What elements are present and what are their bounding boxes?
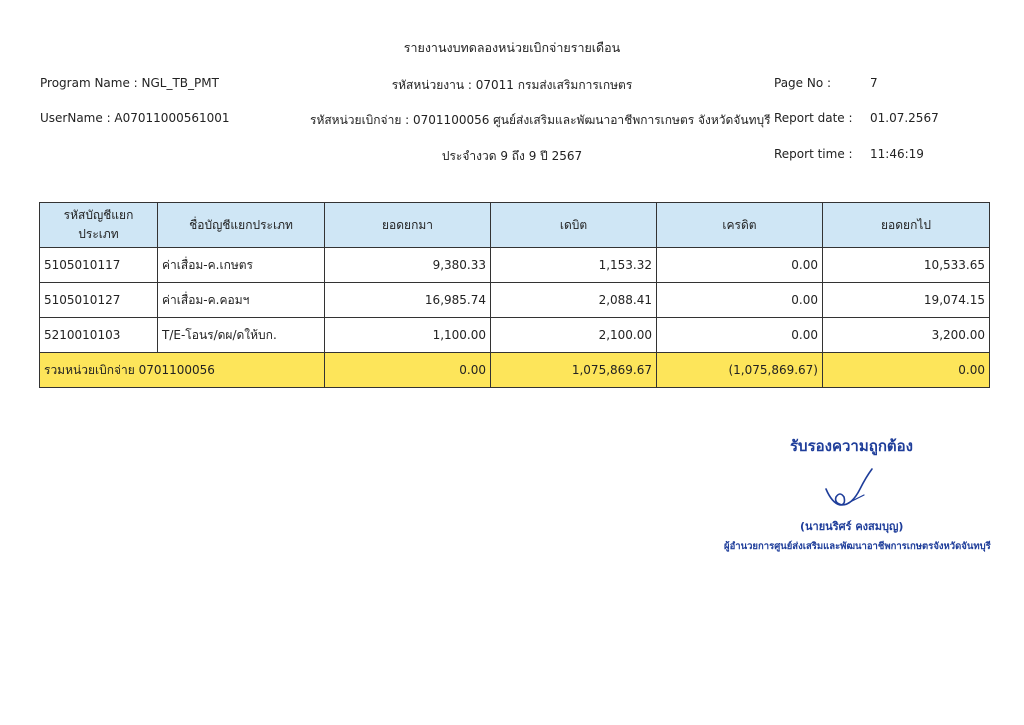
trial-balance-table xyxy=(39,202,990,388)
certification-heading: รับรองความถูกต้อง xyxy=(790,437,913,455)
column-header: ยอดยกมา xyxy=(325,203,491,248)
account-code: 5105010117 xyxy=(40,248,158,283)
carried-forward-cell: 3,200.00 xyxy=(823,318,990,353)
page-no-label: Page No : xyxy=(774,76,832,90)
account-name: ค่าเสื่อม-ค.คอมฯ xyxy=(158,283,325,318)
program-name: Program Name : NGL_TB_PMT xyxy=(40,76,219,90)
credit-cell: 0.00 xyxy=(657,248,823,283)
report-title: รายงานงบทดลองหน่วยเบิกจ่ายรายเดือน xyxy=(403,40,621,55)
debit-cell: 2,100.00 xyxy=(491,318,657,353)
period: ประจำงวด 9 ถึง 9 ปี 2567 xyxy=(441,149,583,163)
carried-forward-cell: 10,533.65 xyxy=(823,248,990,283)
agency-code: รหัสหน่วยงาน : 07011 กรมส่งเสริมการเกษตร xyxy=(391,78,633,92)
brought-forward-cell: 16,985.74 xyxy=(325,283,491,318)
user-name: UserName : A07011000561001 xyxy=(40,111,230,125)
table-row xyxy=(40,318,990,353)
total-credit: (1,075,869.67) xyxy=(657,353,823,388)
column-header: รหัสบัญชีแยกประเภท xyxy=(40,203,158,248)
total-label: รวมหน่วยเบิกจ่าย 0701100056 xyxy=(40,353,325,388)
report-time-value: 11:46:19 xyxy=(870,147,924,161)
signer-name: (นายนริศร์ คงสมบุญ) xyxy=(800,520,904,533)
page-no-value: 7 xyxy=(870,76,878,90)
debit-cell: 2,088.41 xyxy=(491,283,657,318)
total-debit: 1,075,869.67 xyxy=(491,353,657,388)
report-time-label: Report time : xyxy=(774,147,853,161)
credit-cell: 0.00 xyxy=(657,318,823,353)
debit-cell: 1,153.32 xyxy=(491,248,657,283)
carried-forward-cell: 19,074.15 xyxy=(823,283,990,318)
total-carried-forward: 0.00 xyxy=(823,353,990,388)
total-row xyxy=(40,353,990,388)
account-code: 5210010103 xyxy=(40,318,158,353)
column-header: ยอดยกไป xyxy=(823,203,990,248)
account-code: 5105010127 xyxy=(40,283,158,318)
disbursing-unit: รหัสหน่วยเบิกจ่าย : 0701100056 ศูนย์ส่งเสริมและพัฒนาอาชีพการเกษตร จังหวัดจันทบุรี xyxy=(310,113,771,127)
brought-forward-cell: 1,100.00 xyxy=(325,318,491,353)
table-row xyxy=(40,248,990,283)
column-header: เดบิต xyxy=(491,203,657,248)
handwritten-signature xyxy=(820,465,880,513)
column-header: เครดิต xyxy=(657,203,823,248)
brought-forward-cell: 9,380.33 xyxy=(325,248,491,283)
report-date-value: 01.07.2567 xyxy=(870,111,939,125)
column-header: ชื่อบัญชีแยกประเภท xyxy=(158,203,325,248)
account-name: ค่าเสื่อม-ค.เกษตร xyxy=(158,248,325,283)
signer-position: ผู้อำนวยการศูนย์ส่งเสริมและพัฒนาอาชีพการเกษตรจังหวัดจันทบุรี xyxy=(724,541,991,552)
credit-cell: 0.00 xyxy=(657,283,823,318)
table-row xyxy=(40,283,990,318)
table-header-row xyxy=(40,203,990,248)
account-name: T/E-โอนร/ดผ/ดให้บก. xyxy=(158,318,325,353)
report-date-label: Report date : xyxy=(774,111,853,125)
total-brought-forward: 0.00 xyxy=(325,353,491,388)
